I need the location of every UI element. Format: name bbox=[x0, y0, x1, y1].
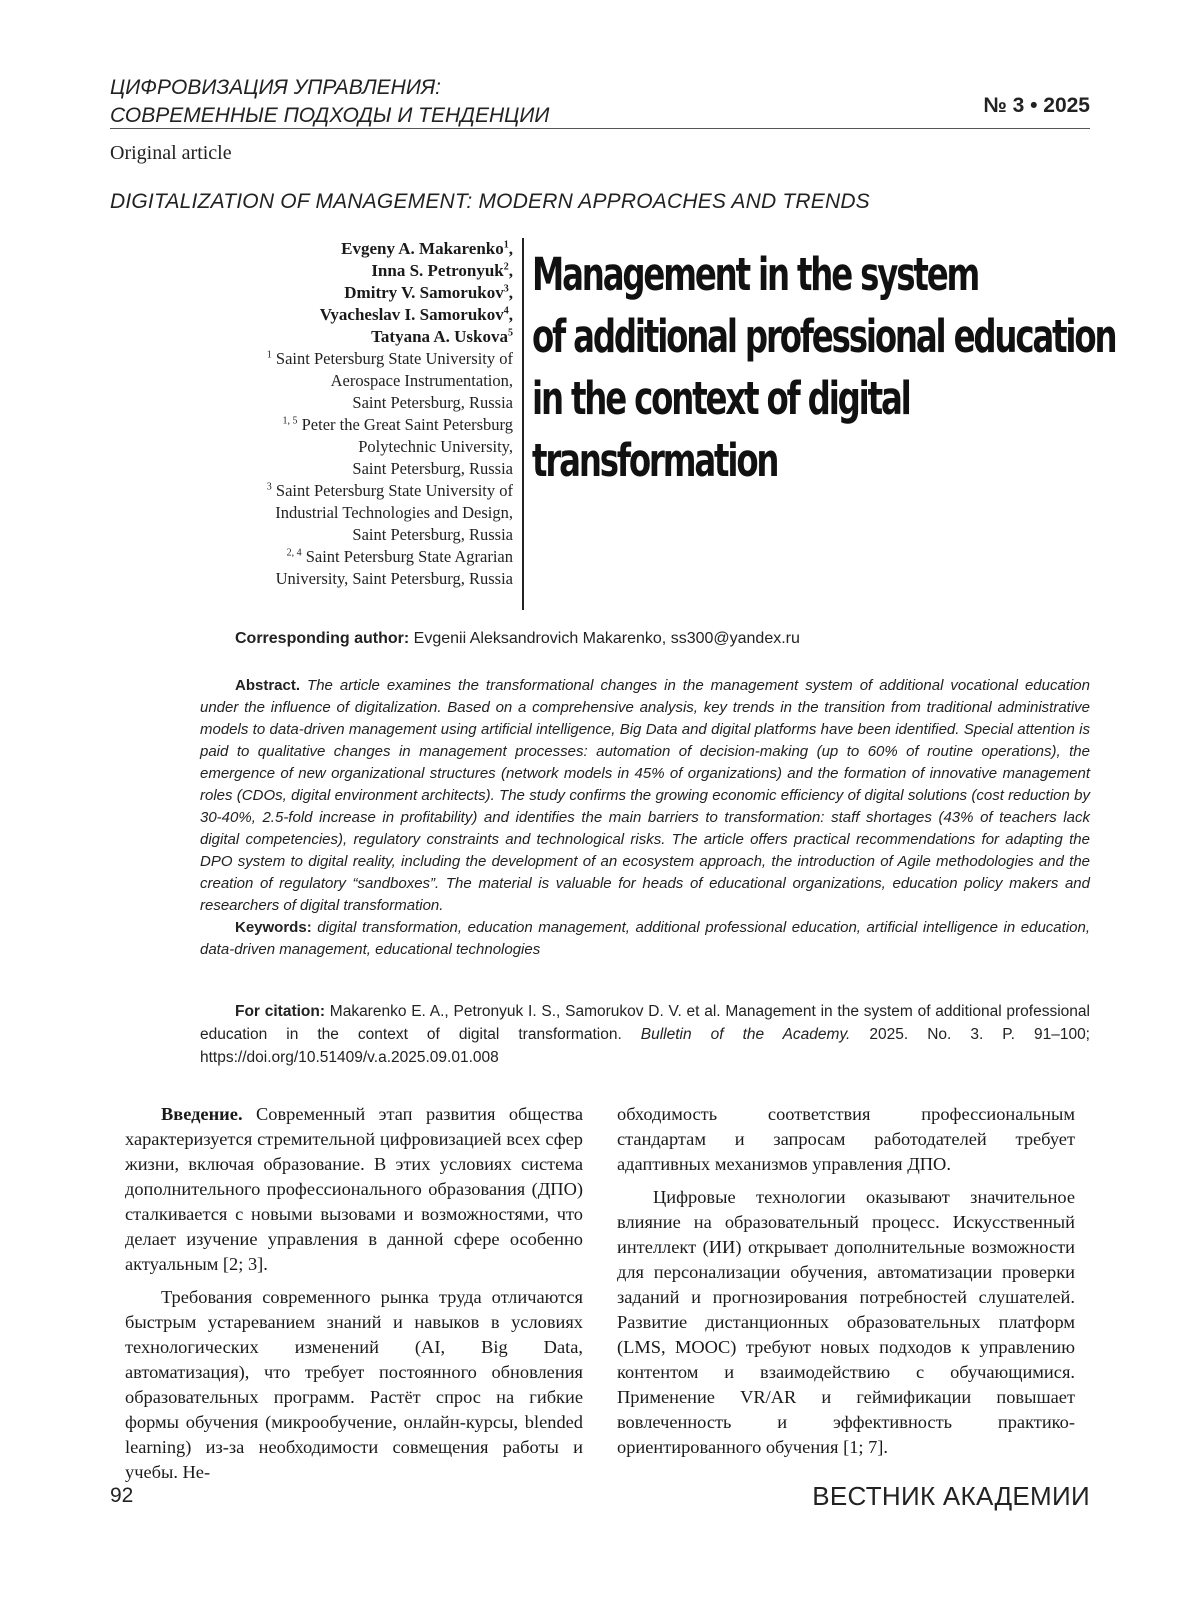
affiliation: $^1$ Saint Petersburg State University of Aerospace Instrumentation, Saint Petersburg, Russia bbox=[266, 349, 513, 412]
body-paragraph: Требования современного рынка труда отличаются быстрым устареванием знаний и навыков в условиях технологических изменений (AI, Big Data, автоматизация), что требует постоянного обновления образовательных программ. Растёт спрос на гибкие формы обучения (микрообучение, онлайн-курсы, blended learning) из-за необходимости совмещения работы и учебы. Не- bbox=[125, 1287, 583, 1482]
article-title bbox=[532, 244, 1116, 492]
abstract bbox=[200, 675, 1090, 917]
keywords bbox=[200, 917, 1090, 961]
author: Dmitry V. Samorukov$^3$, bbox=[344, 283, 513, 302]
body-paragraph: Введение. Современный этап развития общества характеризуется стремительной цифровизацией всех сфер жизни, включая образование. В этих условиях система дополнительного профессионального образования (ДПО) сталкивается с новыми вызовами и возможностями, что делает изучение управления в данной сфере особенно актуальным [2; 3]. bbox=[125, 1104, 583, 1274]
citation: For citation: Makarenko E. A., Petronyuk I. S., Samorukov D. V. et al. Management in the system of additional professional education in the context of digital transformation. Bulletin of the Academy. 2025. No. 3. P. 91–100; https://doi.org/10.51409/v.a.2025.09.01.008 bbox=[200, 1003, 1090, 1066]
header-divider bbox=[110, 128, 1090, 129]
body-paragraph: обходимость соответствия профессиональным стандартам и запросам работодателей требует адаптивных механизмов управления ДПО. bbox=[617, 1104, 1075, 1174]
section-heading: Введение. bbox=[161, 1104, 243, 1124]
body-column-left bbox=[125, 1102, 583, 1493]
author: Tatyana A. Uskova$^5$ bbox=[371, 327, 513, 346]
article-type: Original article bbox=[110, 142, 232, 164]
citation-label: For citation: bbox=[235, 1003, 326, 1020]
abstract-label: Abstract. bbox=[235, 677, 301, 694]
journal-name: ВЕСТНИК АКАДЕМИИ bbox=[812, 1481, 1090, 1511]
rubric-en: DIGITALIZATION OF MANAGEMENT: MODERN APPROACHES AND TRENDS bbox=[110, 190, 870, 213]
keywords-text: digital transformation, education management, additional professional education, artificial intelligence in education, data-driven management, educational technologies bbox=[200, 919, 1090, 958]
issue-number: № 3 • 2025 bbox=[983, 94, 1090, 117]
corresponding-label: Corresponding author: bbox=[235, 630, 410, 647]
keywords-label: Keywords: bbox=[235, 919, 312, 936]
authors-block bbox=[110, 238, 513, 590]
abstract-block bbox=[200, 675, 1090, 961]
running-header-rubric bbox=[110, 74, 549, 130]
author: Inna S. Petronyuk$^2$, bbox=[371, 261, 513, 280]
author: Vyacheslav I. Samorukov$^4$, bbox=[319, 305, 513, 324]
title-line: Management in the system bbox=[532, 248, 979, 301]
author: Evgeny A. Makarenko$^1$, bbox=[341, 239, 513, 258]
abstract-text: The article examines the transformational changes in the management system of additional vocational education under the influence of digitalization. Based on a comprehensive analysis, key trends in the transition from traditional administrative models to data-driven management using artificial intelligence, Big Data and digital platforms have been identified. Special attention is paid to qualitative changes in management processes: automation of decision-making (up to 60% of routine operations), the emergence of new organizational structures (network models in 45% of organizations) and the formation of innovative management roles (CDOs, digital environment architects). The study confirms the growing economic efficiency of digital solutions (cost reduction by 30-40%, 2.5-fold increase in profitability) and identifies the main barriers to transformation: staff shortages (43% of teachers lack digital competencies), regulatory constraints and technological risks. The article offers practical recommendations for adapting the DPO system to digital reality, including the development of an ecosystem approach, the introduction of Agile methodologies and the creation of regulatory “sandboxes”. The material is valuable for heads of educational organizations, education policy makers and researchers of digital transformation. bbox=[200, 677, 1090, 914]
body-column-right bbox=[617, 1102, 1075, 1468]
body-paragraph: Цифровые технологии оказывают значительное влияние на образовательный процесс. Искусственный интеллект (ИИ) открывает дополнительные возможности для персонализации обучения, автоматизации проверки заданий и прогнозирования потребностей слушателей. Развитие дистанционных образовательных платформ (LMS, MOOC) требуют новых подходов к управлению контентом и взаимодействию с обучающимися. Применение VR/AR и геймификации повышает вовлеченность и эффективность практико-ориентированного обучения [1; 7]. bbox=[617, 1187, 1075, 1457]
corresponding-text: Evgenii Aleksandrovich Makarenko, ss300@yandex.ru bbox=[413, 630, 800, 647]
title-line: transformation bbox=[532, 434, 778, 487]
affiliation: $^3$ Saint Petersburg State University of Industrial Technologies and Design, Saint Petersburg, Russia bbox=[266, 481, 513, 544]
corresponding-author bbox=[235, 630, 800, 648]
title-divider-rule bbox=[522, 238, 524, 610]
title-line: in the context of digital bbox=[532, 372, 910, 425]
title-line: of additional professional education bbox=[532, 310, 1116, 363]
affiliation: $^{2, 4}$ Saint Petersburg State Agrarian University, Saint Petersburg, Russia bbox=[275, 547, 513, 588]
rubric-ru-line-2: СОВРЕМЕННЫЕ ПОДХОДЫ И ТЕНДЕНЦИИ bbox=[110, 104, 550, 127]
page-number: 92 bbox=[110, 1484, 134, 1507]
citation-journal: Bulletin of the Academy. bbox=[640, 1026, 851, 1043]
affiliation: $^{1, 5}$ Peter the Great Saint Petersburg Polytechnic University, Saint Petersburg, Russia bbox=[282, 415, 513, 478]
rubric-ru-line-1: ЦИФРОВИЗАЦИЯ УПРАВЛЕНИЯ: bbox=[110, 76, 441, 99]
